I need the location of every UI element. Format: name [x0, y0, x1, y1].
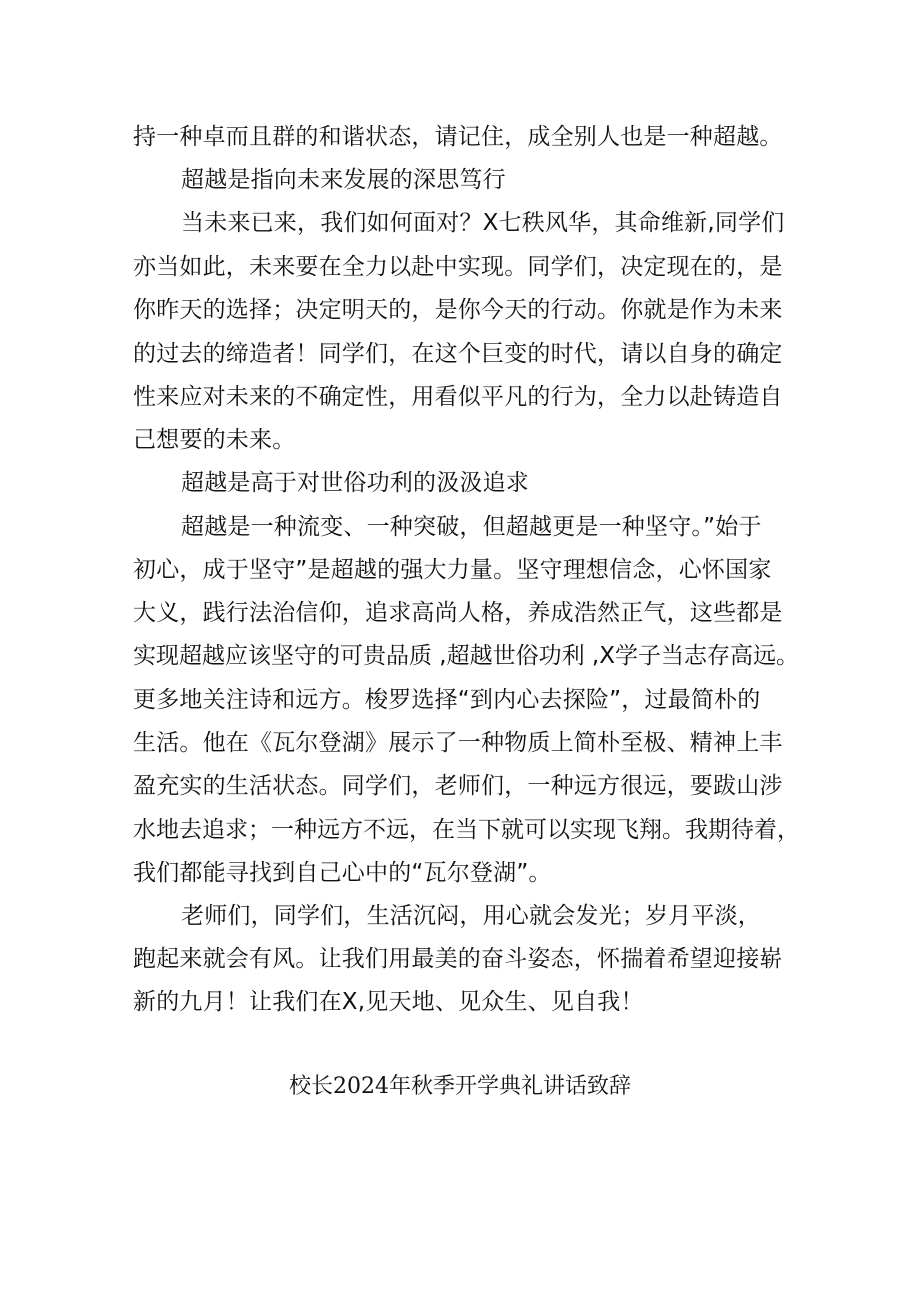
- paragraph-line: 当未来已来，我们如何面对？X七秩风华，其命维新,同学们: [181, 210, 785, 236]
- paragraph-line: 新的九月！让我们在X,见天地、见众生、见自我！: [133, 989, 644, 1015]
- paragraph-line: 生活。他在《瓦尔登湖》展示了一种物质上简朴至极、精神上丰: [133, 730, 783, 756]
- paragraph-line: 老师们，同学们，生活沉闷，用心就会发光；岁月平淡，: [181, 903, 761, 929]
- next-document-title: 校长2024年秋季开学典礼讲话致辞: [289, 1074, 631, 1099]
- paragraph-line: 性来应对未来的不确定性，用看似平凡的行为，全力以赴铸造自: [133, 384, 783, 410]
- paragraph-line: 亦当如此，未来要在全力以赴中实现。同学们，决定现在的，是: [133, 254, 783, 280]
- paragraph-line: 我们都能寻找到自己心中的“瓦尔登湖”。: [133, 860, 552, 886]
- paragraph-line: 的过去的缔造者！同学们，在这个巨变的时代，请以自身的确定: [133, 341, 783, 367]
- paragraph-line: 持一种卓而且群的和谐状态，请记住，成全别人也是一种超越。: [133, 124, 783, 150]
- section-heading: 超越是高于对世俗功利的汲汲追求: [181, 470, 529, 496]
- paragraph-line: 盈充实的生活状态。同学们，老师们，一种远方很远，要跋山涉: [133, 773, 783, 799]
- paragraph-line: 跑起来就会有风。让我们用最美的奋斗姿态，怀揣着希望迎接崭: [133, 946, 783, 972]
- paragraph-line: 己想要的未来。: [133, 427, 296, 453]
- paragraph-line: 更多地关注诗和远方。梭罗选择“到内心去探险”，过最简朴的: [133, 687, 761, 713]
- paragraph-line: 你昨天的选择；决定明天的，是你今天的行动。你就是作为未来: [133, 297, 783, 323]
- section-heading: 超越是指向未来发展的深思笃行: [181, 167, 506, 193]
- paragraph-line: 水地去追求；一种远方不远，在当下就可以实现飞翔。我期待着，: [133, 817, 800, 843]
- paragraph-line: 实现超越应该坚守的可贵品质 ,超越世俗功利 ,X学子当志存高远。: [133, 643, 800, 669]
- paragraph-line: 超越是一种流变、一种突破，但超越更是一种坚守。”始于: [181, 514, 762, 540]
- paragraph-line: 大义，践行法治信仰，追求高尚人格，养成浩然正气，这些都是: [133, 600, 783, 626]
- paragraph-line: 初心，成于坚守”是超越的强大力量。坚守理想信念，心怀国家: [133, 557, 772, 583]
